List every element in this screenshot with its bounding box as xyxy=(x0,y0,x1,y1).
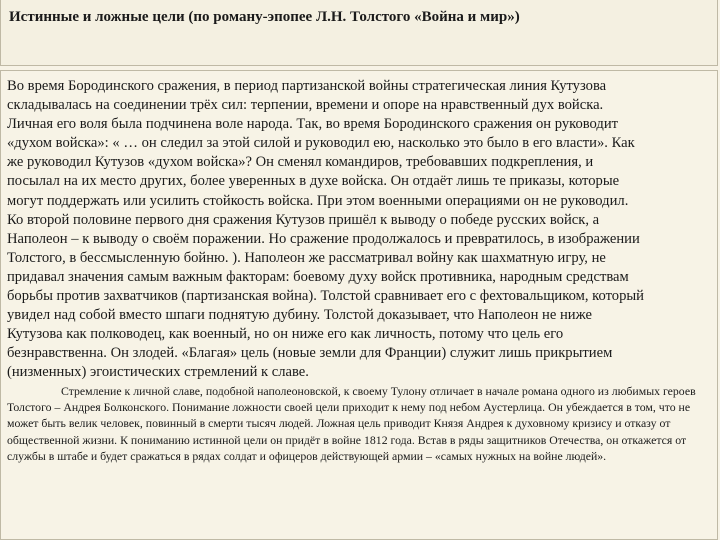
text-line: же руководил Кутузов «духом войска»? Он сменял командиров, требовавших подкрепления, и xyxy=(7,154,594,171)
text-line: увидел над собой вместо шпаги поднятую дубину. Толстой доказывает, что Наполеон не ниже xyxy=(7,307,592,324)
main-paragraph xyxy=(7,77,713,383)
text-line: посылал на их место других, более уверенных в духе войска. Он отдаёт лишь те приказы, которые xyxy=(7,173,620,190)
text-line: безнравственна. Он злодей. «Благая» цель (новые земли для Франции) служит лишь прикрытием xyxy=(7,345,613,362)
slide-title: Истинные и ложные цели (по роману-эпопее Л.Н. Толстого «Война и мир») xyxy=(9,9,520,25)
text-line: Наполеон – к выводу о своём поражении. Но сражение продолжалось и превратилось, в изображении xyxy=(7,230,640,247)
text-line: Кутузова как полководец, как военный, но он ниже его как личность, потому что цель его xyxy=(7,326,564,343)
text-line: Толстого, в бессмысленную бойню. ). Наполеон же рассматривал войну как шахматную игру, не xyxy=(7,249,606,266)
body-text-box xyxy=(0,70,718,540)
second-paragraph-text: Стремление к личной славе, подобной наполеоновской, к своему Тулону отличает в начале романа одного из любимых героев Толстого – Андрея Болконского. Понимание ложности своей цели приходит к нему под небом Аустерлица. Он убеждается в том, что не может быть велик человек, повинный в смерти тысяч людей. Ложная цель приводит Князя Андрея к духовному кризису и отказу от общественной жизни. К пониманию истинной цели он придёт в войне 1812 года. Встав в ряды защитников Отечества, он откажется от службы в штабе и будет сражаться в рядах солдат и офицеров действующей армии – «самых нужных на войне людей». xyxy=(7,384,696,463)
title-bar xyxy=(0,0,718,66)
text-line: борьбы против захватчиков (партизанская война). Толстой сравнивает его с фехтовальщиком, который xyxy=(7,288,644,305)
text-line: придавал значения самым важным факторам: боевому духу войск противника, народным средствам xyxy=(7,268,629,285)
text-line: (низменных) эгоистических стремлений к славе. xyxy=(7,364,309,381)
text-line: Ко второй половине первого дня сражения Кутузов пришёл к выводу о победе русских войск, а xyxy=(7,211,600,228)
text-line: Во время Бородинского сражения, в период партизанской войны стратегическая линия Кутузова xyxy=(7,78,607,94)
text-line: «духом войска»: « … он следил за этой силой и руководил ею, насколько это было в его власти». Как xyxy=(7,135,635,152)
text-line: складывалась на соединении трёх сил: терпении, времени и опоре на нравственный дух войска. xyxy=(7,97,604,114)
text-line: могут поддержать или усилить стойкость войска. При этом военными операциями он не руководил. xyxy=(7,192,629,209)
second-paragraph xyxy=(7,383,713,464)
text-line: Личная его воля была подчинена воле народа. Так, во время Бородинского сражения он руководит xyxy=(7,116,619,133)
